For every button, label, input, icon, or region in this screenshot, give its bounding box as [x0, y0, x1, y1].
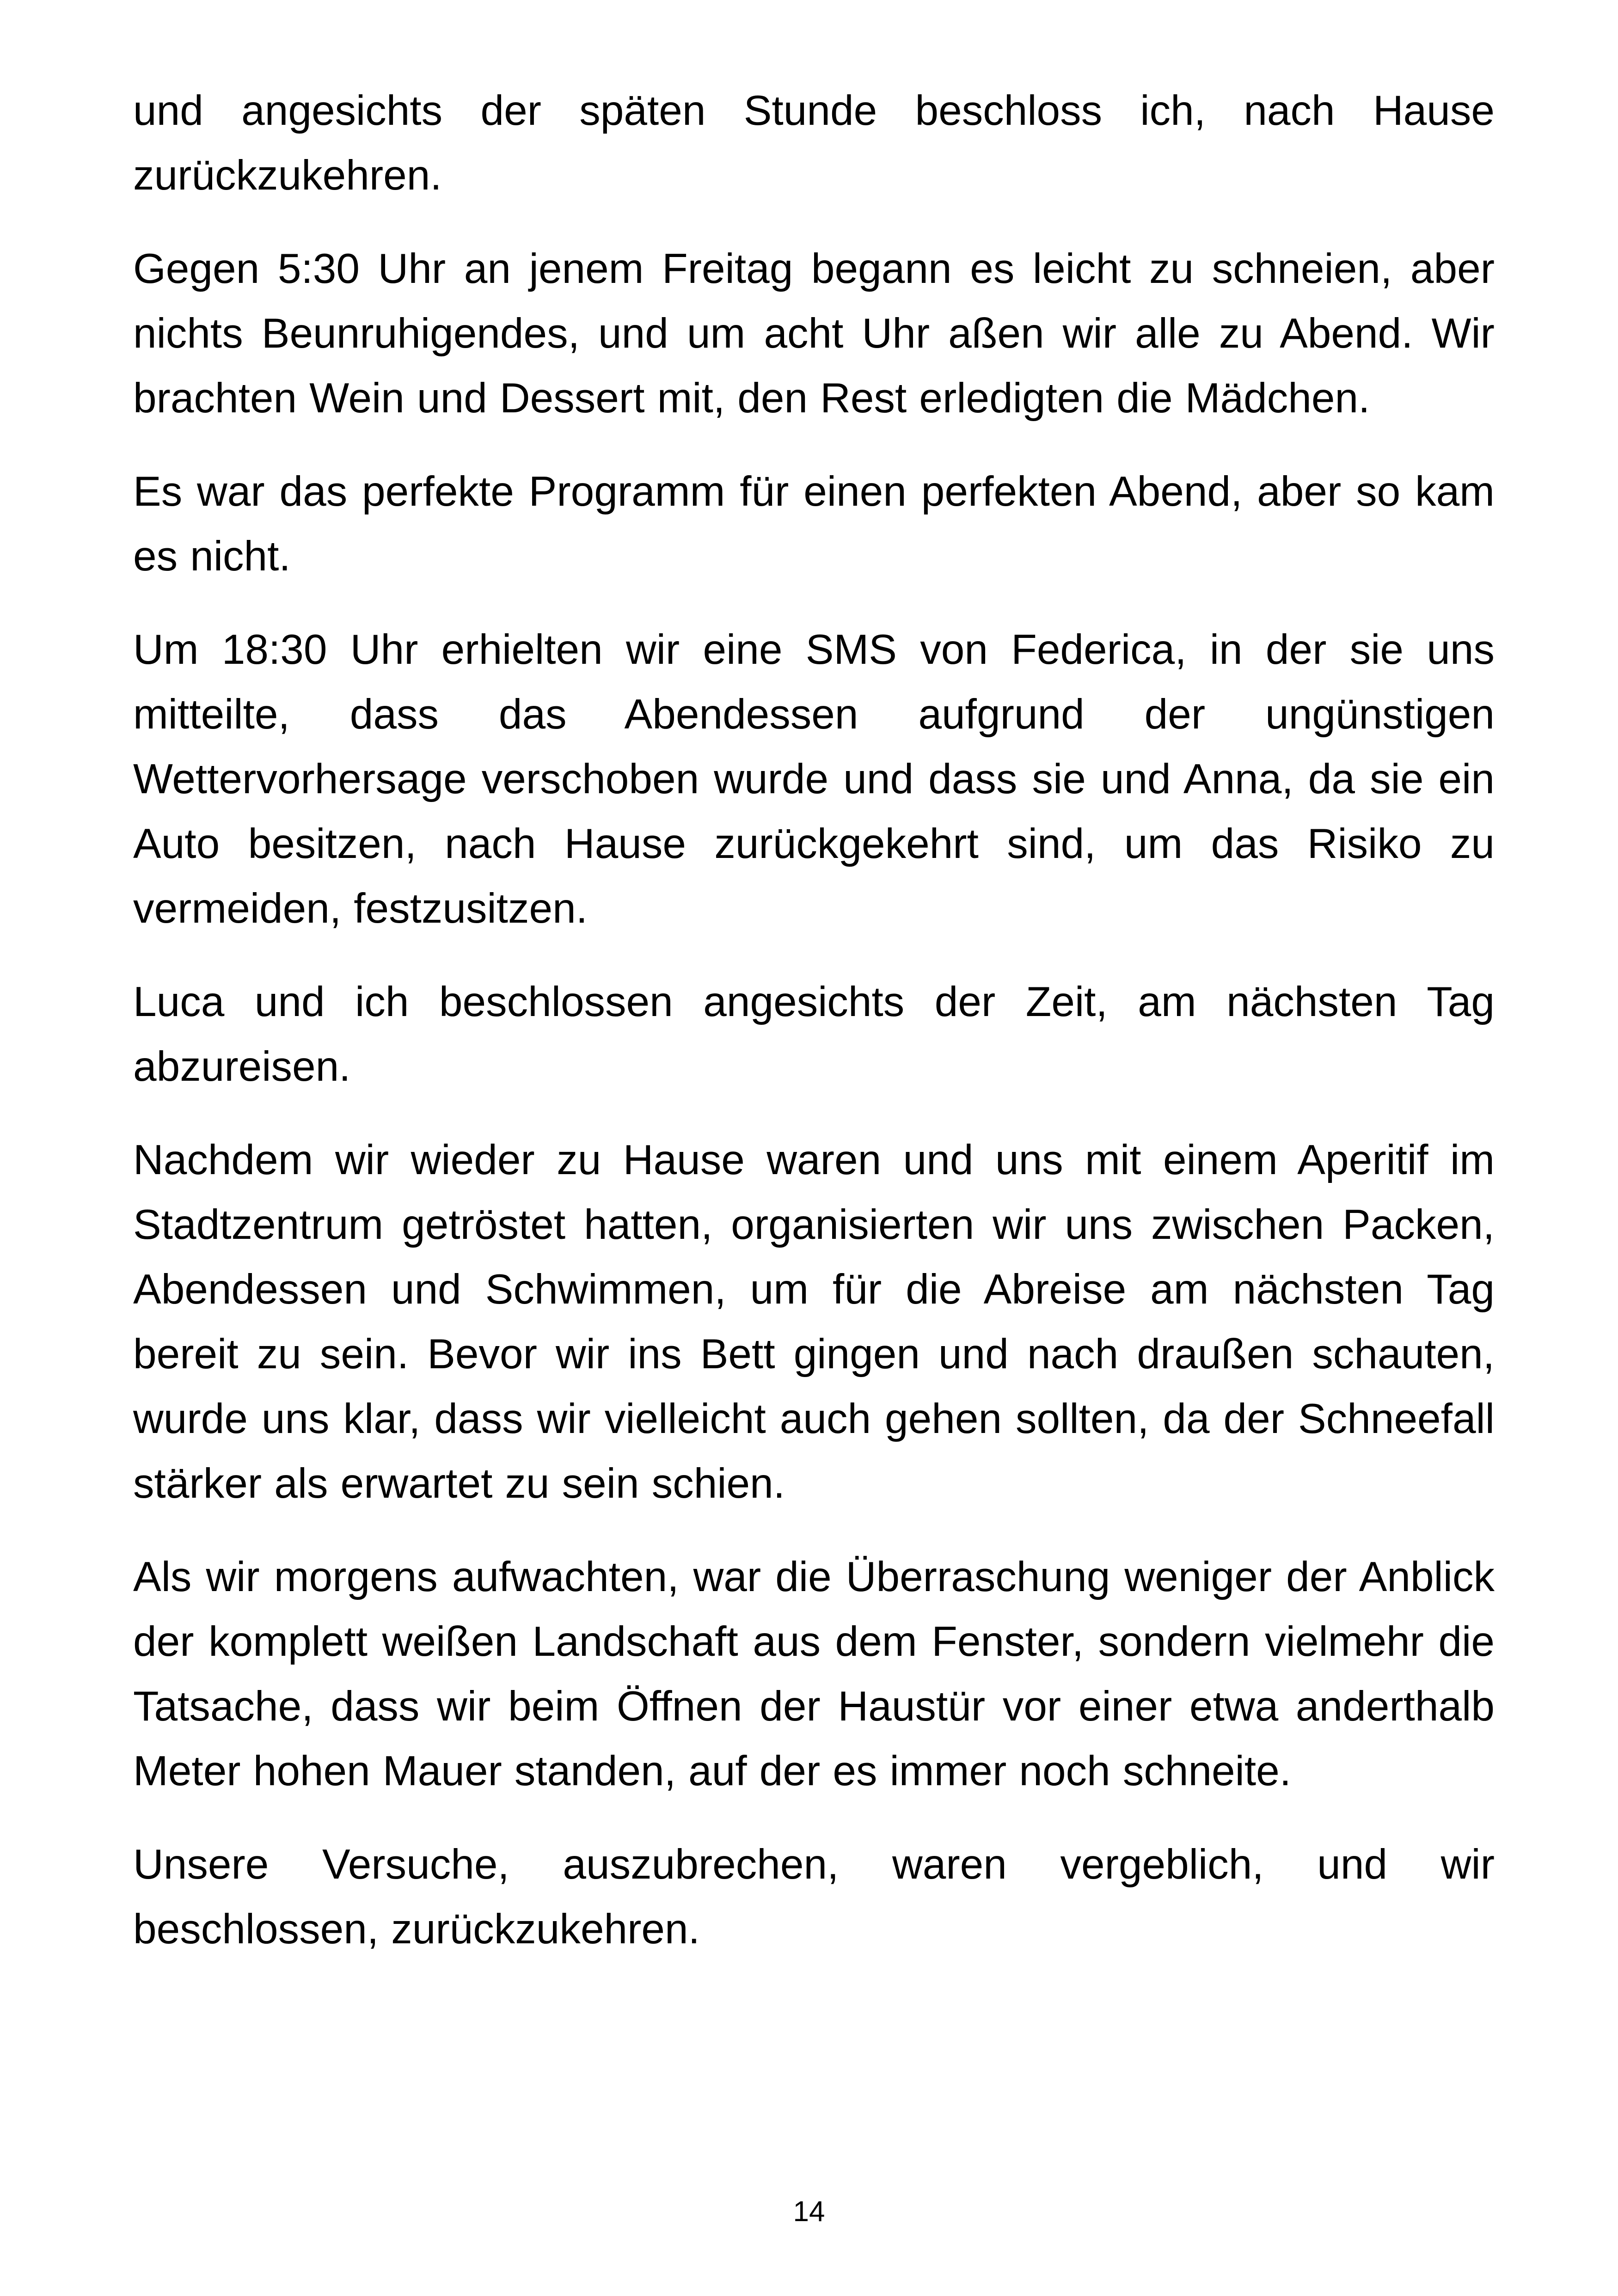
page-number: 14: [793, 2196, 825, 2228]
paragraph: Nachdem wir wieder zu Hause waren und uns mit einem Aperitif im Stadtzentrum getröstet hatten, organisierten wir uns zwischen Packen, Abendessen und Schwimmen, um für die Abreise am nächsten Tag bereit zu sein. Bevor wir ins Bett gingen und nach draußen schauten, wurde uns klar, dass wir vielleicht auch gehen sollten, da der Schneefall stärker als erwartet zu sein schien.: [133, 1137, 1495, 1507]
paragraph: Als wir morgens aufwachten, war die Überraschung weniger der Anblick der komplett weißen Landschaft aus dem Fenster, sondern vielmehr die Tatsache, dass wir beim Öffnen der Haustür vor einer etwa anderthalb Meter hohen Mauer standen, auf der es immer noch schneite.: [133, 1554, 1495, 1794]
paragraph: Unsere Versuche, auszubrechen, waren vergeblich, und wir beschlossen, zurückzukehren.: [133, 1841, 1495, 1953]
paragraph: Luca und ich beschlossen angesichts der Zeit, am nächsten Tag abzureisen.: [133, 979, 1495, 1090]
paragraph: Es war das perfekte Programm für einen perfekten Abend, aber so kam es nicht.: [133, 468, 1495, 580]
paragraph: und angesichts der späten Stunde beschloss ich, nach Hause zurückzukehren.: [133, 87, 1495, 199]
paragraph: Um 18:30 Uhr erhielten wir eine SMS von Federica, in der sie uns mitteilte, dass das Abendessen aufgrund der ungünstigen Wettervorhersage verschoben wurde und dass sie und Anna, da sie ein Auto besitzen, nach Hause zurückgekehrt sind, um das Risiko zu vermeiden, festzusitzen.: [133, 626, 1495, 932]
paragraph: Gegen 5:30 Uhr an jenem Freitag begann es leicht zu schneien, aber nichts Beunruhigendes, und um acht Uhr aßen wir alle zu Abend. Wir brachten Wein und Dessert mit, den Rest erledigten die Mädchen.: [133, 245, 1495, 422]
body-text: [133, 79, 1495, 1990]
